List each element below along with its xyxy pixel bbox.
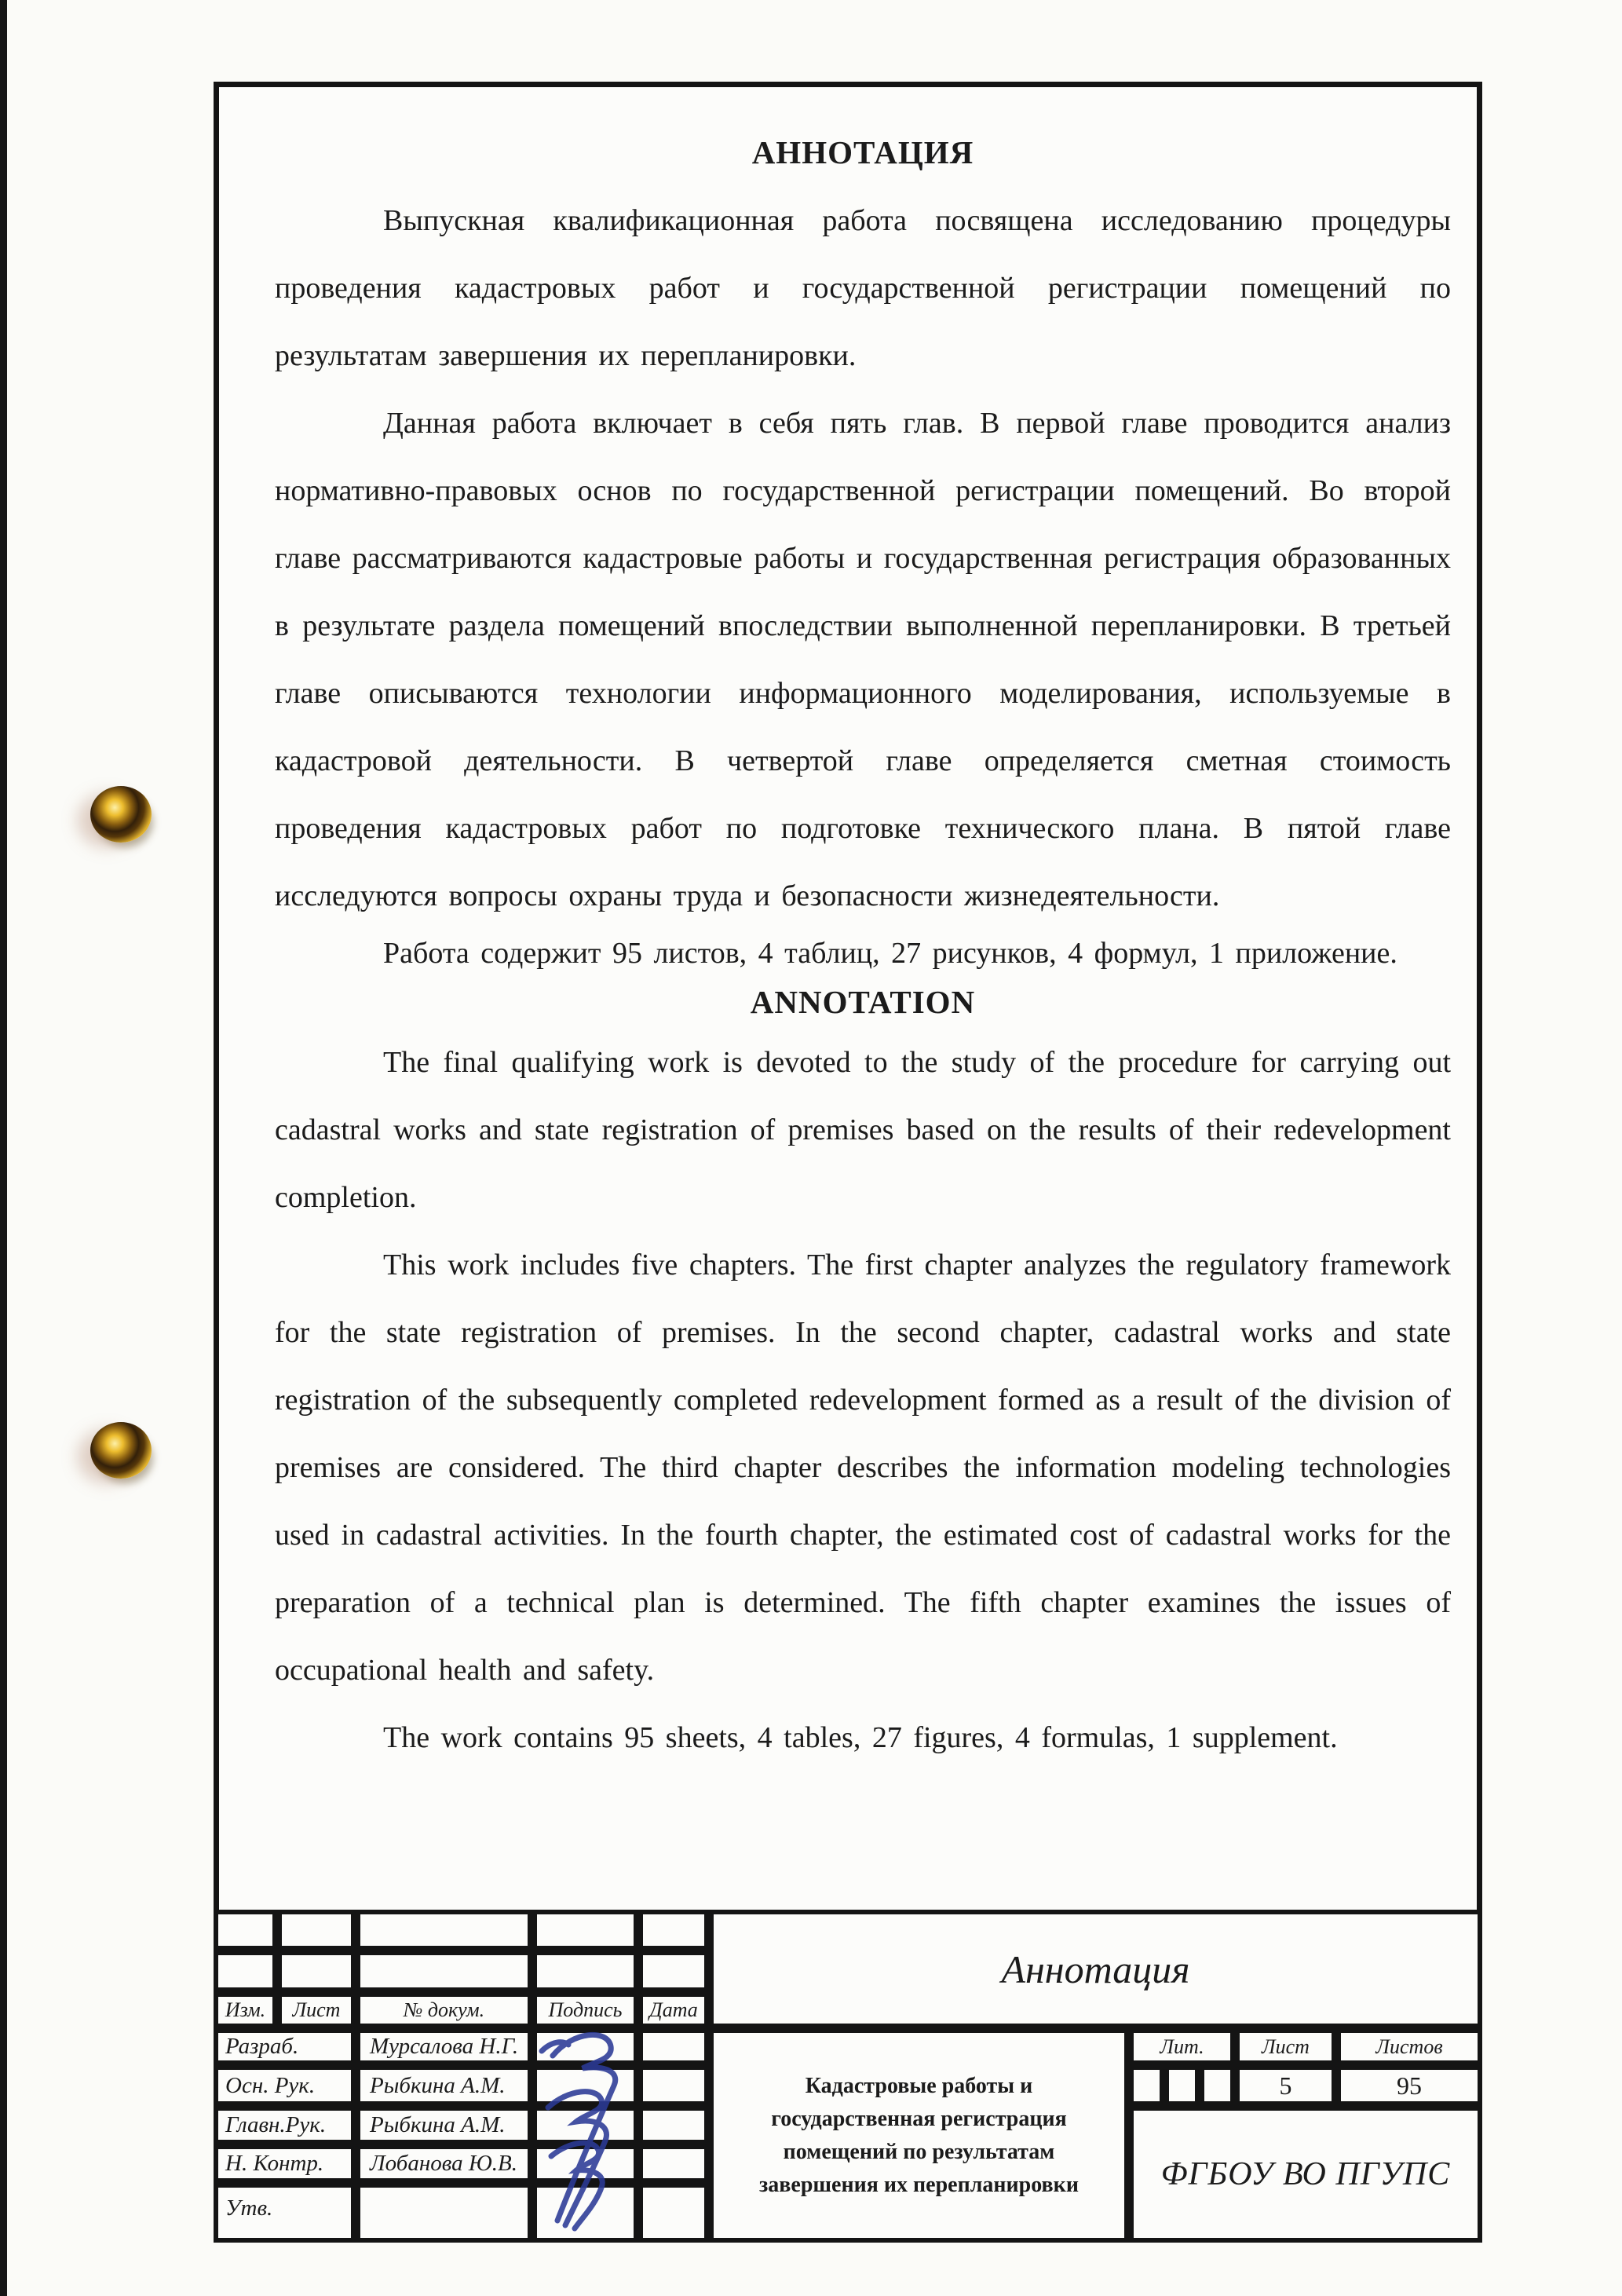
cell-empty <box>218 1955 272 1987</box>
signature-cell <box>537 2188 634 2238</box>
scan-edge-shadow <box>0 0 7 2296</box>
sheet-number: 5 <box>1240 2070 1332 2101</box>
lit-subcell <box>1169 2070 1195 2101</box>
date-cell <box>643 2149 704 2178</box>
cell-empty <box>282 1914 351 1946</box>
date-cell <box>643 2033 704 2060</box>
cell-empty <box>537 1955 634 1987</box>
sheets-total: 95 <box>1341 2070 1478 2101</box>
signature-cell <box>537 2070 634 2101</box>
brass-fastener-icon <box>90 786 152 843</box>
signature-cell <box>537 2033 634 2060</box>
document-body <box>275 133 1451 1771</box>
paragraph-ru-3: Работа содержит 95 листов, 4 таблиц, 27 рисунков, 4 формул, 1 приложение. <box>383 937 1397 970</box>
col-header-ndokum: № докум. <box>360 1997 528 2024</box>
document-name: Кадастровые работы и государственная регистрация помещений по результатам завершения их перепланировки <box>714 2033 1124 2238</box>
cell-empty <box>360 1914 528 1946</box>
role-name-n-kontr: Лобанова Ю.В. <box>360 2149 528 2178</box>
col-header-podpis: Подпись <box>537 1997 634 2024</box>
cell-empty <box>360 1955 528 1987</box>
heading-annotation-ru: АННОТАЦИЯ <box>751 134 974 170</box>
sheets-header: Листов <box>1341 2033 1478 2060</box>
paragraph-en-3: The work contains 95 sheets, 4 tables, 27 figures, 4 formulas, 1 supplement. <box>383 1721 1338 1754</box>
paragraph-ru-1: Выпускная квалификационная работа посвящена исследованию процедуры проведения кадастровых работ и государственной регистрации помещений по результатам завершения их перепланировки. <box>275 204 1451 372</box>
paragraph-en-2: This work includes five chapters. The first chapter analyzes the regulatory framework for the state registration of premises. In the second chapter, cadastral works and state registration of the subsequently completed redevelopment formed as a result of the division of premises are considered. The third chapter describes the information modeling technologies used in cadastral activities. In the fourth chapter, the estimated cost of cadastral works for the preparation of a technical plan is determined. The fifth chapter examines the issues of occupational health and safety. <box>275 1249 1451 1687</box>
cell-empty <box>643 1955 704 1987</box>
organization-name: ФГБОУ ВО ПГУПС <box>1134 2111 1478 2238</box>
cell-empty <box>643 1914 704 1946</box>
signature-cell <box>537 2111 634 2140</box>
title-block <box>214 1910 1482 2243</box>
brass-fastener-icon <box>90 1422 152 1479</box>
paragraph-ru-2: Данная работа включает в себя пять глав. В первой главе проводится анализ нормативно-правовых основ по государственной регистрации помещений. Во второй главе рассматриваются кадастровые работы и государственная регистрация образованных в результате раздела помещений впоследствии выполненной перепланировки. В третьей главе описываются технологии информационного моделирования, используемые в кадастровой деятельности. В четвертой главе определяется сметная стоимость проведения кадастровых работ по подготовке технического плана. В пятой главе исследуются вопросы охраны труда и безопасности жизнедеятельности. <box>275 407 1451 912</box>
lit-header: Лит. <box>1134 2033 1230 2060</box>
cell-empty <box>282 1955 351 1987</box>
document-title: Аннотация <box>714 1914 1478 2024</box>
sheet-header: Лист <box>1240 2033 1332 2060</box>
paragraph-en-1: The final qualifying work is devoted to the study of the procedure for carrying out cadastral works and state registration of premises based on the results of their redevelopment completion. <box>275 1046 1451 1214</box>
role-label-n-kontr: Н. Контр. <box>218 2149 351 2178</box>
role-name-razrab: Мурсалова Н.Г. <box>360 2033 528 2060</box>
cell-empty <box>218 1914 272 1946</box>
role-name-osn-ruk: Рыбкина А.М. <box>360 2070 528 2101</box>
cell-empty <box>537 1914 634 1946</box>
col-header-izm: Изм. <box>218 1997 272 2024</box>
role-name-glavn-ruk: Рыбкина А.М. <box>360 2111 528 2140</box>
signature-cell <box>537 2149 634 2178</box>
role-name-utv <box>360 2188 528 2238</box>
col-header-data: Дата <box>643 1997 704 2024</box>
col-header-list: Лист <box>282 1997 351 2024</box>
role-label-glavn-ruk: Главн.Рук. <box>218 2111 351 2140</box>
date-cell <box>643 2070 704 2101</box>
lit-subcell <box>1134 2070 1160 2101</box>
date-cell <box>643 2188 704 2238</box>
date-cell <box>643 2111 704 2140</box>
role-label-utv: Утв. <box>218 2188 351 2238</box>
role-label-razrab: Разраб. <box>218 2033 351 2060</box>
lit-subcell <box>1204 2070 1230 2101</box>
role-label-osn-ruk: Осн. Рук. <box>218 2070 351 2101</box>
heading-annotation-en: ANNOTATION <box>750 984 976 1020</box>
